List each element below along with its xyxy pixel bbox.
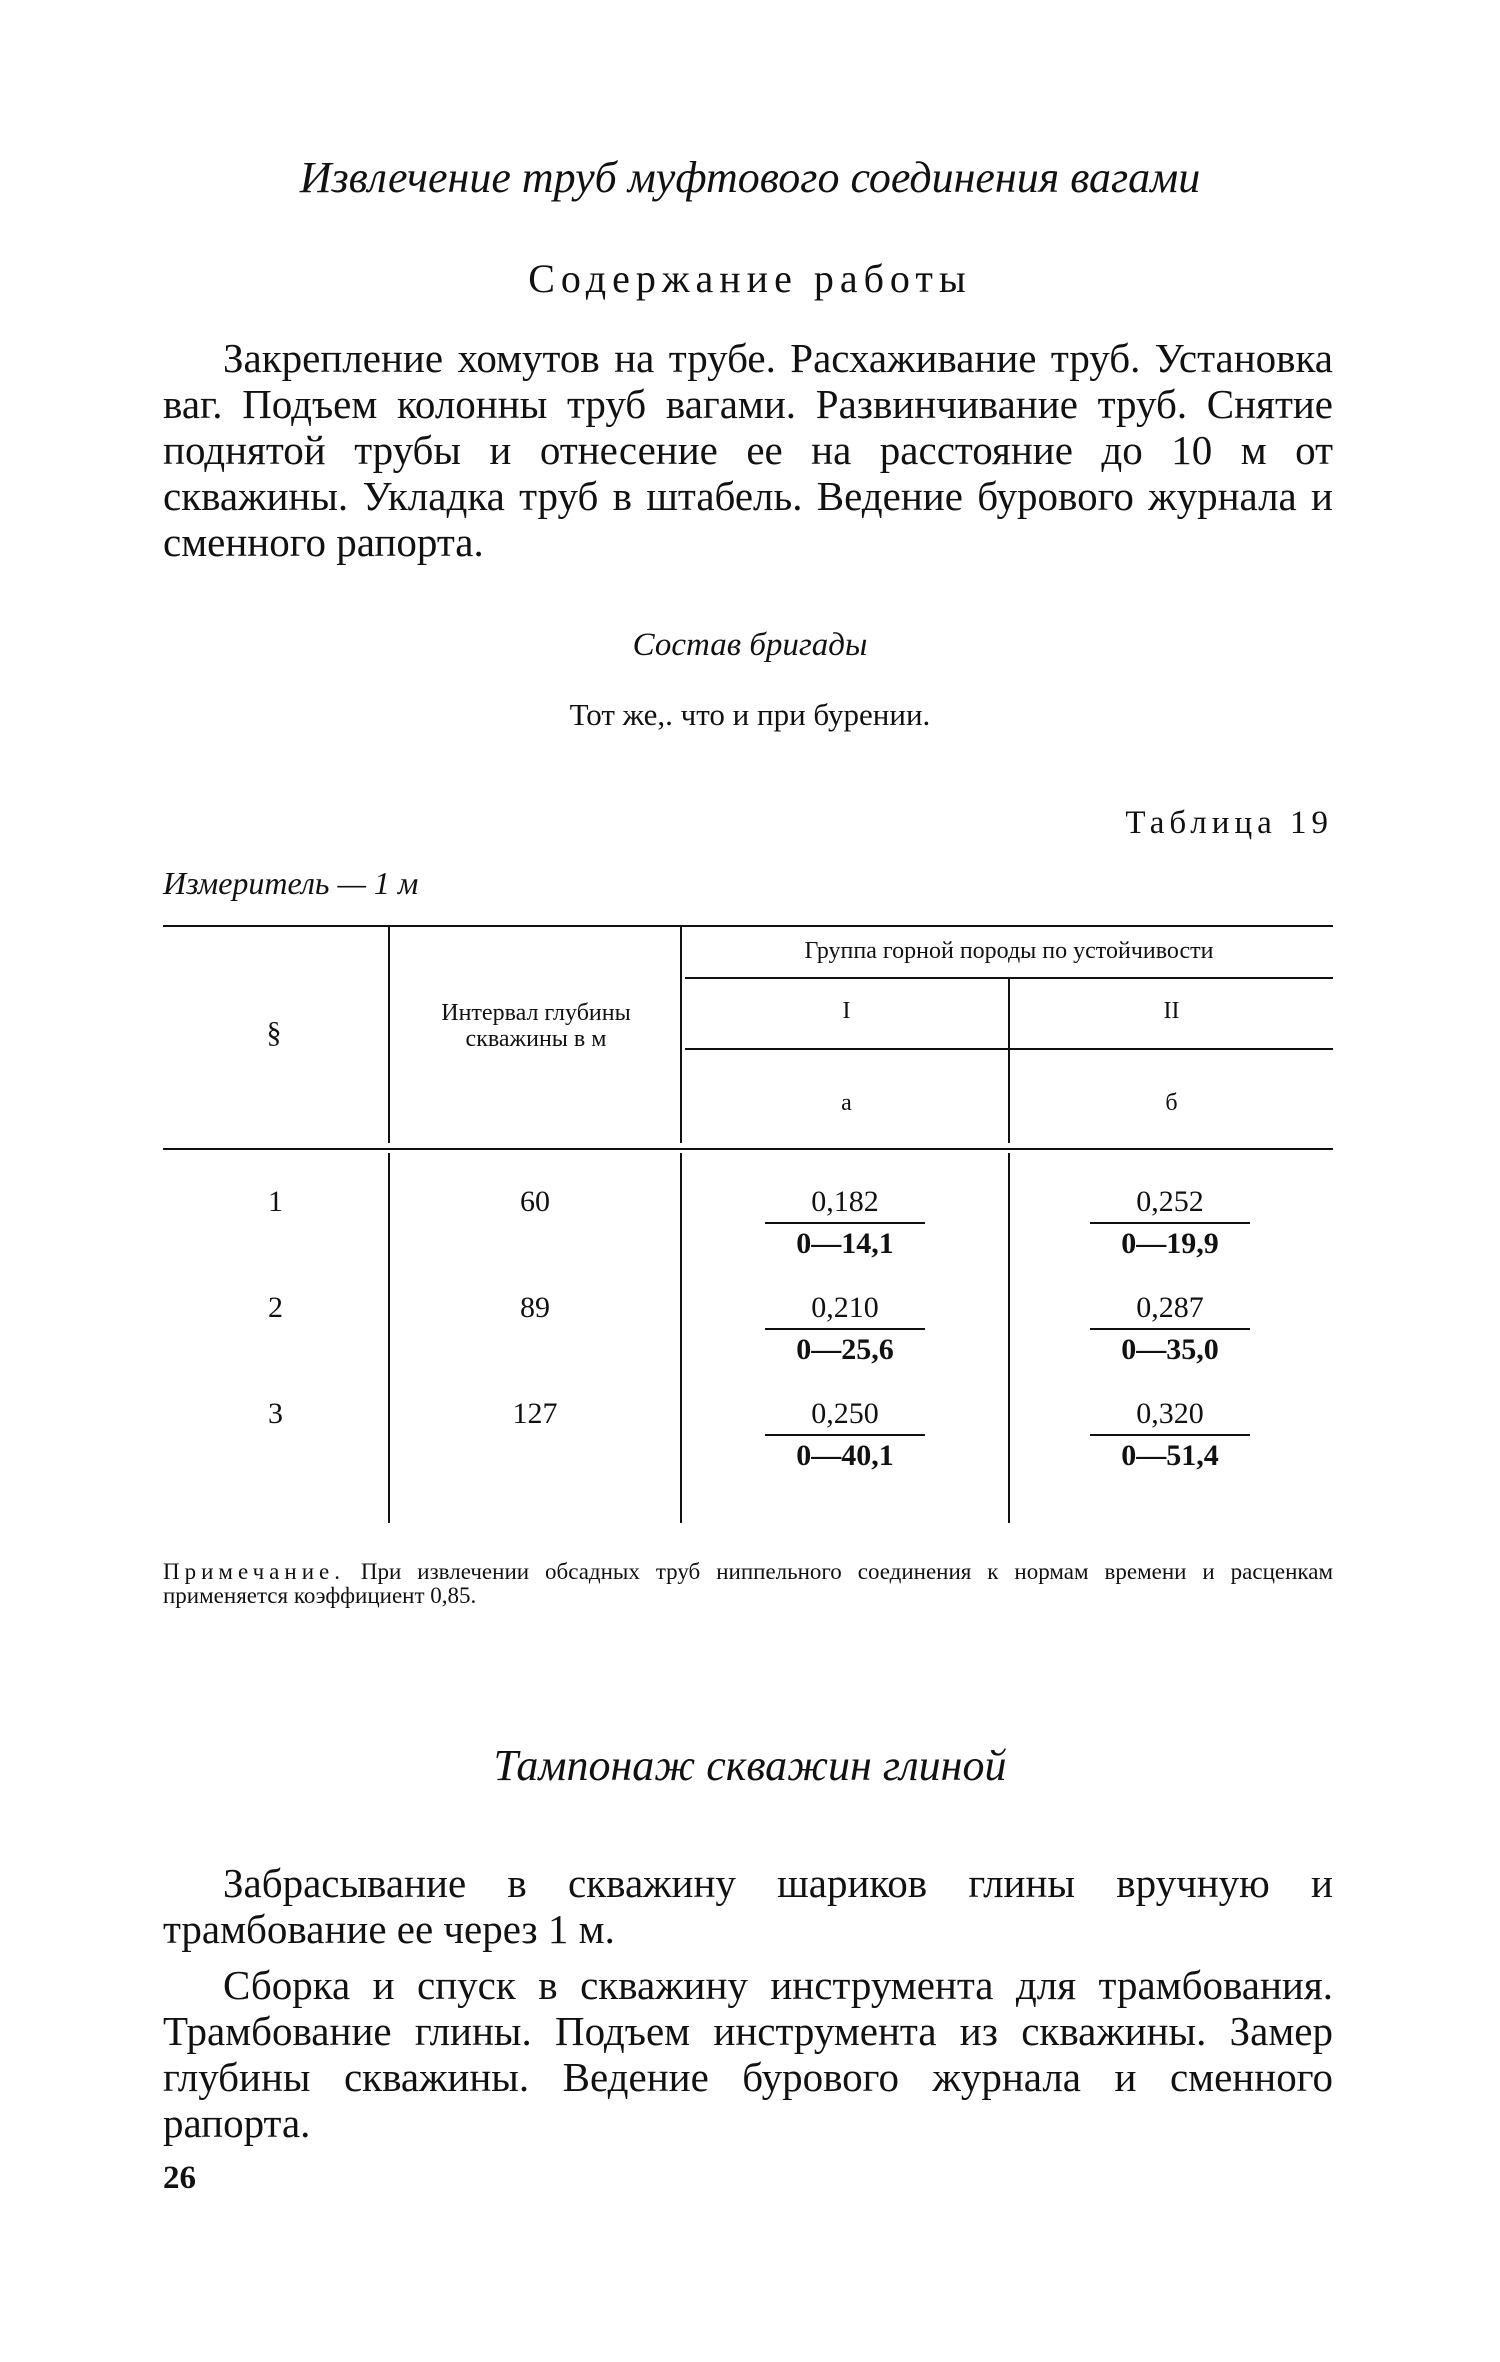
header-vline-2 [680,925,682,1143]
header-bottom-rule [163,1148,1333,1150]
fraction-I [765,1394,925,1476]
row-interval: 89 [520,1291,550,1324]
price-rate: 0—19,9 [1121,1227,1219,1260]
content-paragraph: Закрепление хомутов на трубе. Расхаживание труб. Установка ваг. Подъем колонны труб вагами. Развинчивание труб. Снятие поднятой трубы и отнесение ее на расстояние до 10 м от скважины. Укладка труб в штабель. Ведение бурового журнала и сменного рапорта. [163,335,1333,565]
norm-time: 0,320 [1136,1397,1204,1430]
fraction-I [765,1182,925,1264]
price-rate: 0—35,0 [1121,1333,1219,1366]
norm-time: 0,182 [811,1185,879,1218]
table-top-rule [163,925,1333,927]
note-label: Примечание. [163,1559,345,1584]
row-interval: 127 [512,1397,558,1430]
table-measure: Измеритель — 1 м [163,865,419,901]
header-group: Группа горной породы по устойчивости [804,938,1214,964]
norm-time: 0,250 [811,1397,879,1430]
table-caption: Таблица 19 [1125,805,1333,841]
price-rate: 0—25,6 [796,1333,894,1366]
price-rate: 0—51,4 [1121,1439,1219,1472]
header-interval: Интервал глубины скважины в м [441,1000,631,1052]
table-note [163,1560,1333,1608]
section-title: Извлечение труб муфтового соединения вагами [299,153,1201,202]
section2-paragraph-1: Забрасывание в скважину шариков глины вручную и трамбование ее через 1 м. [163,1860,1333,1952]
norm-time: 0,210 [811,1291,879,1324]
header-group-I: I [842,998,851,1024]
header-group-II: II [1163,998,1180,1024]
header-vline-1 [388,925,390,1143]
row-section: 3 [268,1397,283,1430]
section2-paragraph-2: Сборка и спуск в скважину инструмента для трамбования. Трамбование глины. Подъем инструмента из скважины. Замер глубины скважины. Ведение бурового журнала и сменного рапорта. [163,1962,1333,2146]
row-interval: 60 [520,1185,550,1218]
header-sub-a: а [841,1090,852,1116]
norm-time: 0,287 [1136,1291,1204,1324]
row-section: 2 [268,1291,283,1324]
fraction-II [1090,1394,1250,1476]
brigade-heading: Состав бригады [632,627,868,663]
row-section: 1 [268,1185,283,1218]
content-heading: Содержание работы [528,256,972,301]
fraction-II [1090,1182,1250,1264]
brigade-text: Тот же,. что и при бурении. [569,697,931,732]
page-number: 26 [163,2160,196,2196]
price-rate: 0—40,1 [796,1439,894,1472]
fraction-II [1090,1288,1250,1370]
fraction-I [765,1288,925,1370]
note-text: При извлечении обсадных труб ниппельного соединения к нормам времени и расценкам применяется коэффициент 0,85. [163,1559,1333,1608]
price-rate: 0—14,1 [796,1227,894,1260]
header-section: § [266,1016,282,1049]
header-sub-b: б [1165,1090,1178,1116]
body-vline-2 [680,1153,682,1523]
section2-title: Тампонаж скважин глиной [493,1741,1007,1790]
norm-time: 0,252 [1136,1185,1204,1218]
body-vline-3 [1008,1153,1010,1523]
